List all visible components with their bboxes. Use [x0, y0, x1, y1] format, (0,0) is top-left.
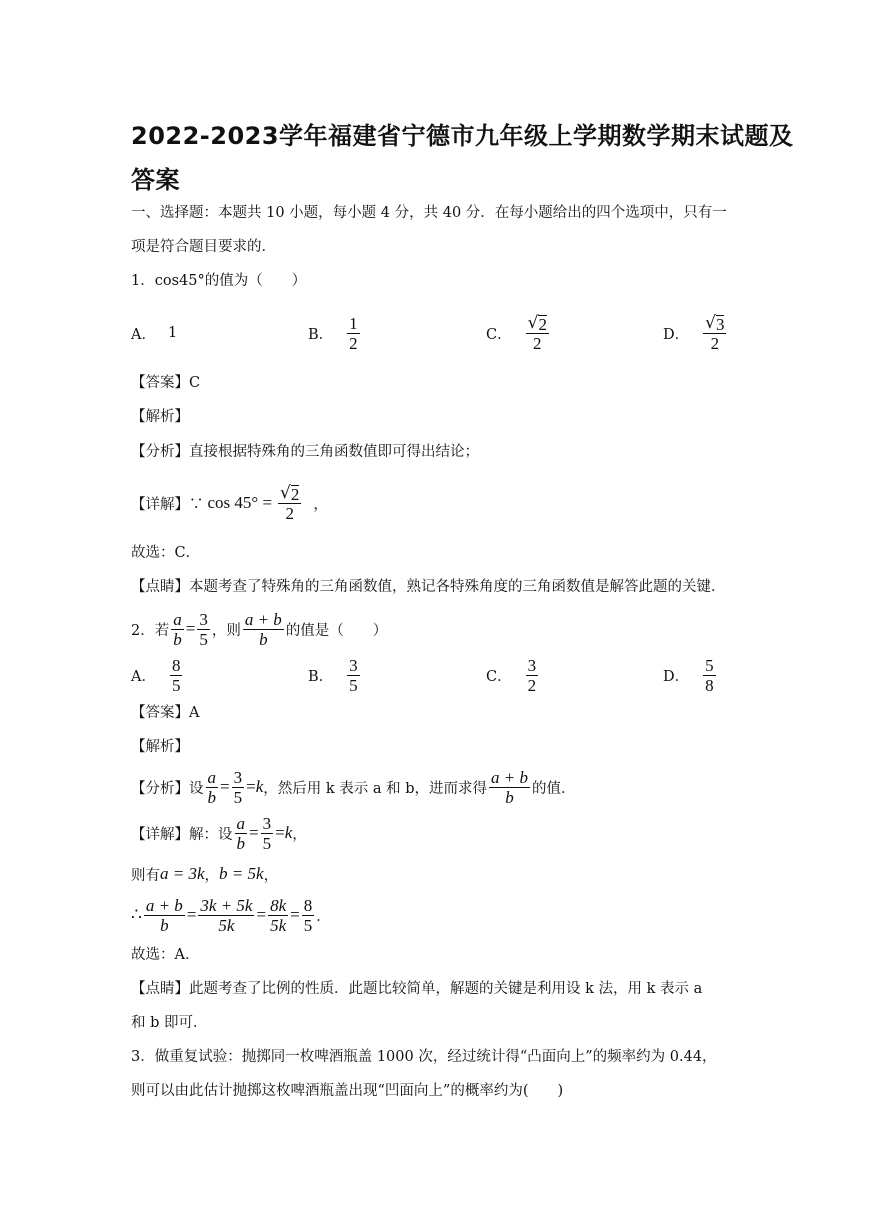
- q2-chain-frac-4: [302, 896, 315, 935]
- q2-option-c-fraction: [526, 656, 539, 695]
- period: ．: [316, 908, 331, 925]
- fraction-numerator: [703, 314, 726, 334]
- fraction-numerator: a + b: [145, 895, 183, 915]
- sqrt-icon: √: [705, 312, 716, 333]
- fraction-denominator: 2: [285, 503, 294, 523]
- q1-option-c: [486, 310, 551, 356]
- q2-chain: [131, 892, 331, 938]
- q2-fenxi-suffix: 的值．: [531, 780, 576, 797]
- q2-fenxi-frac-ab: [206, 768, 219, 807]
- fraction-denominator: 5: [303, 915, 313, 935]
- q1-answer: 【答案】C: [131, 375, 201, 391]
- fraction-denominator: 5: [233, 787, 243, 807]
- section-heading-line2: 项是符合题目要求的．: [131, 239, 276, 255]
- q1-stem: 1．cos45°的值为（ ）: [131, 273, 307, 289]
- variable-k: k: [284, 823, 293, 842]
- q2-stem-suffix: 的值是（ ）: [285, 622, 388, 639]
- q1-choose: 故选：C．: [131, 545, 201, 561]
- equals-sign: =: [290, 905, 300, 924]
- q2-option-c-label: C．: [486, 668, 512, 685]
- q1-xiangjie-suffix: ，: [313, 496, 328, 513]
- equals-sign: =: [186, 905, 197, 924]
- fraction-numerator: 1: [349, 313, 358, 333]
- fraction-numerator: 3: [233, 767, 243, 787]
- q2-then: [131, 862, 278, 886]
- q1-option-d: [663, 310, 728, 356]
- fraction-denominator: 5: [262, 833, 272, 853]
- q2-fenxi-mid: ，然后用 k 表示 a 和 b，进而求得: [263, 780, 487, 797]
- fraction-numerator: a: [207, 767, 216, 787]
- q2-xiangjie-frac-35: [261, 814, 274, 853]
- q2-xiangjie-frac-ab: [235, 814, 248, 853]
- q2-option-d: [663, 652, 718, 698]
- q2-stem-frac-ab: [171, 610, 184, 649]
- q2-option-d-label: D．: [663, 668, 690, 685]
- fraction-denominator: b: [160, 915, 169, 935]
- fraction-numerator: a: [236, 813, 245, 833]
- fraction-denominator: 5k: [218, 915, 235, 935]
- equals-sign: =: [185, 619, 196, 638]
- q1-option-d-fraction: [703, 314, 726, 353]
- q1-option-a-label: A．: [131, 326, 156, 343]
- q2-fenxi: [131, 764, 575, 810]
- sqrt-argument: 2: [538, 314, 547, 334]
- fraction-denominator: 5: [349, 675, 358, 695]
- q2-xiangjie: [131, 810, 307, 856]
- q3-line1: 3．做重复试验：抛掷同一枚啤酒瓶盖 1000 次，经过统计得“凸面向上”的频率约为 0.44，: [131, 1049, 717, 1065]
- fraction-numerator: a + b: [491, 767, 528, 787]
- q2-choose: 故选：A．: [131, 947, 200, 963]
- q2-stem-mid: ，则: [211, 622, 241, 639]
- section-heading-line1: 一、选择题：本题共 10 小题，每小题 4 分，共 40 分．在每小题给出的四个选项中，只有一: [131, 205, 727, 221]
- q2-dianjing-line2: 和 b 即可．: [131, 1015, 208, 1031]
- q1-fenxi: 【分析】直接根据特殊角的三角函数值即可得出结论；: [131, 444, 479, 460]
- q2-fenxi-prefix: 【分析】设: [131, 780, 204, 797]
- equals-sign: =: [246, 777, 256, 796]
- q2-fenxi-frac-35: [232, 768, 245, 807]
- fraction-numerator: 8: [303, 895, 313, 915]
- sqrt-icon: √: [527, 312, 539, 333]
- q2-stem: [131, 606, 387, 652]
- equals-sign: =: [256, 905, 267, 924]
- q2-then-prefix: 则有: [131, 867, 160, 884]
- fraction-denominator: b: [173, 629, 182, 649]
- q1-analysis-tag: 【解析】: [131, 409, 189, 425]
- fraction-denominator: 5k: [270, 915, 287, 935]
- fraction-numerator: 3: [199, 609, 208, 629]
- q2-fenxi-frac-apb: [489, 768, 530, 807]
- q2-option-a-fraction: [170, 656, 183, 695]
- q1-option-c-fraction: [526, 314, 549, 353]
- q1-option-b-fraction: [347, 314, 360, 353]
- q2-option-d-fraction: [703, 656, 716, 695]
- fraction-denominator: b: [207, 787, 216, 807]
- q2-xiangjie-suffix: ，: [292, 826, 307, 843]
- fraction-denominator: 2: [527, 675, 537, 695]
- q2-then-sep: ，: [204, 867, 220, 884]
- fraction-denominator: 2: [349, 333, 358, 353]
- equals-sign: =: [220, 777, 230, 796]
- q2-chain-frac-1: [144, 896, 185, 935]
- q1-xiangjie-fraction: [278, 484, 301, 523]
- fraction-denominator: 5: [199, 629, 208, 649]
- fraction-denominator: 2: [533, 333, 542, 353]
- q2-stem-frac-35: [197, 610, 210, 649]
- sqrt-icon: √: [280, 482, 291, 503]
- fraction-numerator: 3: [527, 655, 537, 675]
- fraction-numerator: 8: [171, 655, 181, 675]
- q1-option-d-label: D．: [663, 326, 690, 343]
- fraction-denominator: 8: [705, 675, 714, 695]
- q2-chain-frac-3: [268, 896, 288, 935]
- q1-option-a-value: 1: [167, 325, 178, 341]
- fraction-denominator: 5: [171, 675, 181, 695]
- sqrt-argument: 3: [715, 314, 725, 334]
- fraction-numerator: a + b: [244, 609, 282, 629]
- document-title-line2: 答案: [131, 166, 180, 194]
- q2-dianjing-line1: 【点睛】此题考查了比例的性质．此题比较简单，解题的关键是利用设 k 法，用 k 表示 a: [131, 981, 703, 997]
- q2-then-a: a = 3k: [160, 864, 205, 883]
- q2-chain-frac-2: [198, 896, 254, 935]
- fraction-denominator: b: [505, 787, 514, 807]
- fraction-numerator: 3: [349, 655, 358, 675]
- fraction-denominator: b: [259, 629, 268, 649]
- q1-dianjing: 【点睛】本题考查了特殊角的三角函数值，熟记各特殊角度的三角函数值是解答此题的关键．: [131, 579, 726, 595]
- q2-then-b: b = 5k: [219, 864, 264, 883]
- q2-analysis-tag: 【解析】: [131, 739, 189, 755]
- q1-option-a: [131, 310, 177, 356]
- fraction-denominator: b: [236, 833, 245, 853]
- q1-option-b: [308, 310, 362, 356]
- fraction-numerator: 5: [705, 655, 714, 675]
- q1-xiangjie-expr: cos 45° =: [207, 493, 273, 512]
- q3-line2: 则可以由此估计抛掷这枚啤酒瓶盖出现“凹面向上”的概率约为( ): [131, 1083, 564, 1099]
- q2-then-suffix: ，: [263, 867, 279, 884]
- fraction-numerator: [278, 484, 301, 504]
- q2-answer: 【答案】A: [131, 705, 200, 721]
- q2-xiangjie-prefix: 【详解】解：设: [131, 826, 233, 843]
- q1-xiangjie: [131, 480, 328, 526]
- fraction-numerator: [526, 314, 549, 334]
- q2-option-a-label: A．: [131, 668, 156, 685]
- q2-stem-frac-apb: [243, 610, 284, 649]
- fraction-denominator: 2: [710, 333, 720, 353]
- fraction-numerator: 8k: [270, 895, 287, 915]
- equals-sign: =: [275, 823, 285, 842]
- q2-option-b: [308, 652, 362, 698]
- q2-stem-prefix: 2．若: [131, 622, 170, 639]
- q2-option-c: [486, 652, 540, 698]
- variable-k: k: [255, 777, 264, 796]
- fraction-numerator: 3: [262, 813, 272, 833]
- sqrt-argument: 2: [290, 484, 300, 504]
- document-title-line1: 2022-2023学年福建省宁德市九年级上学期数学期末试题及: [131, 122, 794, 150]
- q1-option-c-label: C．: [486, 326, 512, 343]
- q2-option-b-fraction: [347, 656, 360, 695]
- therefore-icon: ∴: [131, 905, 142, 924]
- fraction-numerator: a: [173, 609, 182, 629]
- fraction-numerator: 3k + 5k: [200, 895, 253, 915]
- q1-xiangjie-prefix: 【详解】∵: [131, 496, 204, 513]
- q2-option-a: [131, 652, 184, 698]
- q2-option-b-label: B．: [308, 668, 334, 685]
- q1-option-b-label: B．: [308, 326, 334, 343]
- equals-sign: =: [249, 823, 259, 842]
